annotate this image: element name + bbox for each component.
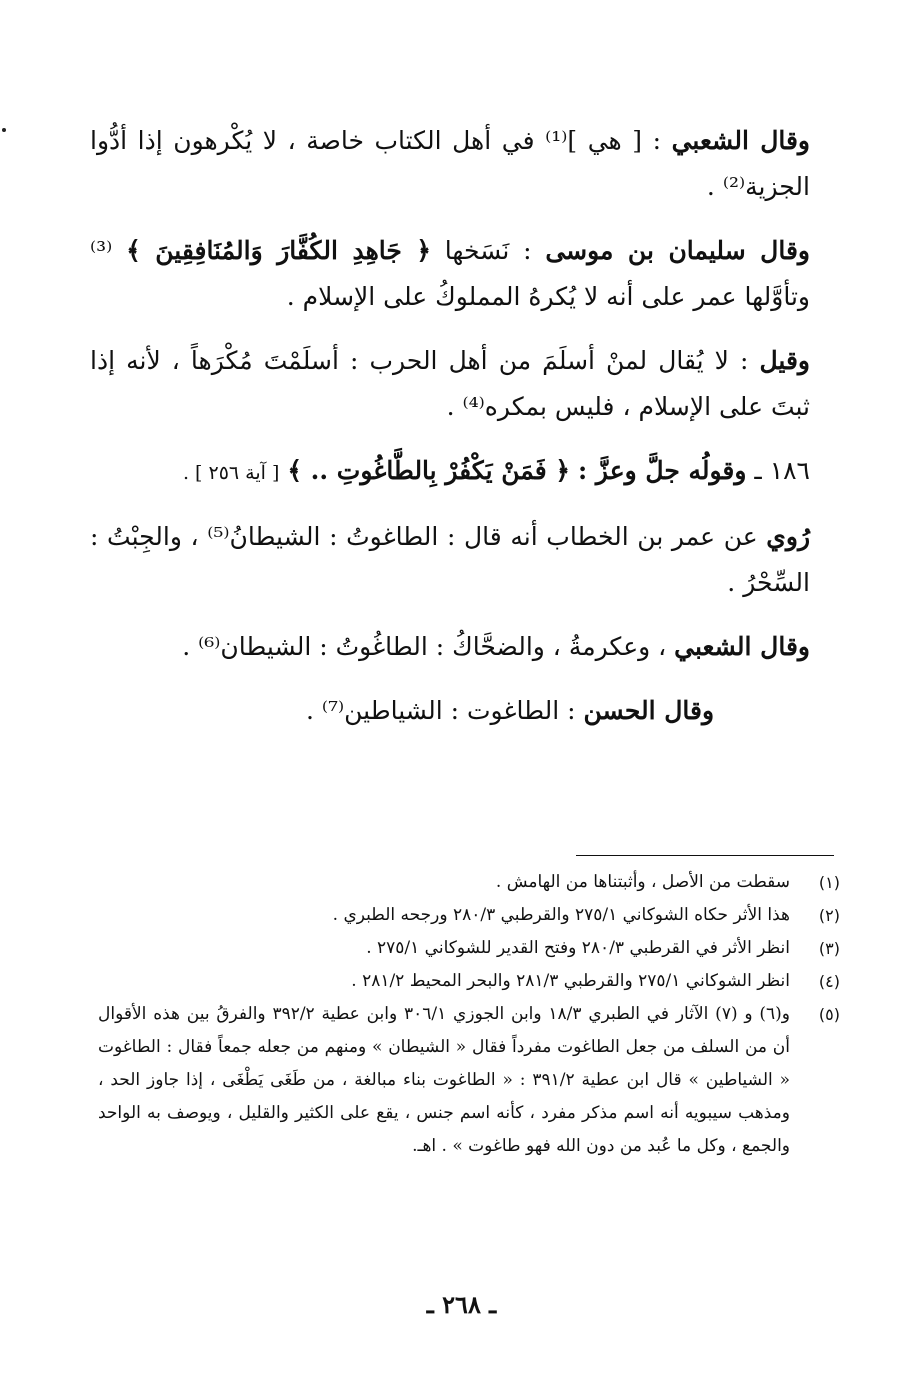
quran-quote: ﴿ جَاهِدِ الكُفَّارَ وَالمُنَافِقِينَ ﴾ [126, 236, 432, 265]
paragraph-lead: وقال الحسن [583, 696, 715, 725]
footnote-number: (٢) [818, 906, 840, 925]
verse-reference: [ آية ٢٥٦ ] . [182, 462, 280, 484]
paragraph-sulayman [90, 228, 810, 320]
footnote-number: (٤) [818, 972, 840, 991]
footnotes [98, 866, 840, 1163]
paragraph-qila [90, 338, 810, 430]
paragraph-shabi [90, 118, 810, 210]
footnote [98, 998, 840, 1163]
footnote-text: هذا الأثر حكاه الشوكاني ٢٧٥/١ والقرطبي ٢٨٠/٣ ورجحه الطبري . [332, 905, 790, 925]
footnote [98, 932, 840, 965]
footnote-text: انظر الأثر في القرطبي ٢٨٠/٣ وفتح القدير للشوكاني ٢٧٥/١ . [366, 938, 790, 958]
page-number: ـ ٢٦٨ ـ [426, 1290, 497, 1319]
quran-quote: ﴿ فَمَنْ يَكْفُرْ بِالطَّاغُوتِ .. ﴾ [287, 456, 571, 485]
footnote-text: انظر الشوكاني ٢٧٥/١ والقرطبي ٢٨١/٣ والبحر المحيط ٢٨١/٢ . [351, 971, 790, 991]
paragraph-text: : الطاغوت : الشياطين⁽⁷⁾ . [305, 696, 576, 725]
paragraph-text: ⁽³⁾ وتأوَّلها عمر على أنه لا يُكرهُ المملوكُ على الإسلام . [90, 236, 810, 311]
verse-lead: وقولُه جلَّ وعزَّ : [577, 456, 747, 485]
paragraph-shabi-2 [90, 624, 810, 670]
paragraph-text: : [ هي ]⁽¹⁾ في أهل الكتاب خاصة ، لا يُكْرهون إذا أدُّوا الجزية⁽²⁾ . [90, 126, 810, 201]
scan-artifact-dot [2, 128, 6, 132]
paragraph-umar [90, 514, 810, 606]
paragraph-lead: رُوي [766, 522, 811, 551]
paragraph-text: : نَسَخها [444, 236, 532, 265]
paragraph-lead: وقال الشعبي [674, 632, 810, 661]
footnote-text: سقطت من الأصل ، وأثبتناها من الهامش . [495, 872, 790, 892]
paragraph-text: : لا يُقال لمنْ أسلَمَ من أهل الحرب : أسلَمْتَ مُكْرَهاً ، لأنه إذا ثبتَ على الإسلام ، فليس بمكره⁽⁴⁾ . [90, 346, 810, 421]
paragraph-lead: وقيل [759, 346, 810, 375]
verse-number: ١٨٦ ـ [754, 456, 810, 485]
paragraph-lead: وقال الشعبي [671, 126, 811, 155]
footnote-text: و(٦) و (٧) الآثار في الطبري ١٨/٣ وابن الجوزي ٣٠٦/١ وابن عطية ٣٩٢/٢ والفرقُ بين هذه الأقوال أن من السلف من جعل الطاغوت مفرداً فقال « الشيطان » ومنهم من جعله جمعاً فقال : الطاغوت « الشياطين » قال ابن عطية ٣٩١/٢ : « الطاغوت بناء مبالغة ، من طَغَى يَطْغَى ، إذا جاوز الحد ، ومذهب سيبويه أنه اسم مذكر مفرد ، كأنه اسم جنس ، يقع على الكثير والقليل ، ويوصف به الواحد والجمع ، وكل ما عُبد من دون الله فهو طاغوت » . اهـ. [98, 1004, 790, 1156]
footnote-number: (٥) [818, 1005, 840, 1024]
footnote-number: (١) [818, 873, 840, 892]
verse-heading [90, 448, 810, 496]
footnote [98, 866, 840, 899]
paragraph-text: عن عمر بن الخطاب أنه قال : الطاغوتُ : الشيطانُ⁽⁵⁾ ، والجِبْتُ : السِّحْرُ . [90, 522, 810, 597]
footnote-number: (٣) [818, 939, 840, 958]
footnote [98, 899, 840, 932]
footnote-separator [576, 855, 834, 856]
paragraph-text: ، وعكرمةُ ، والضحَّاكُ : الطاغُوتُ : الشيطان⁽⁶⁾ . [182, 632, 667, 661]
paragraph-hasan [90, 688, 810, 734]
footnote [98, 965, 840, 998]
main-text [90, 118, 810, 752]
paragraph-lead: وقال سليمان بن موسى [545, 236, 810, 265]
